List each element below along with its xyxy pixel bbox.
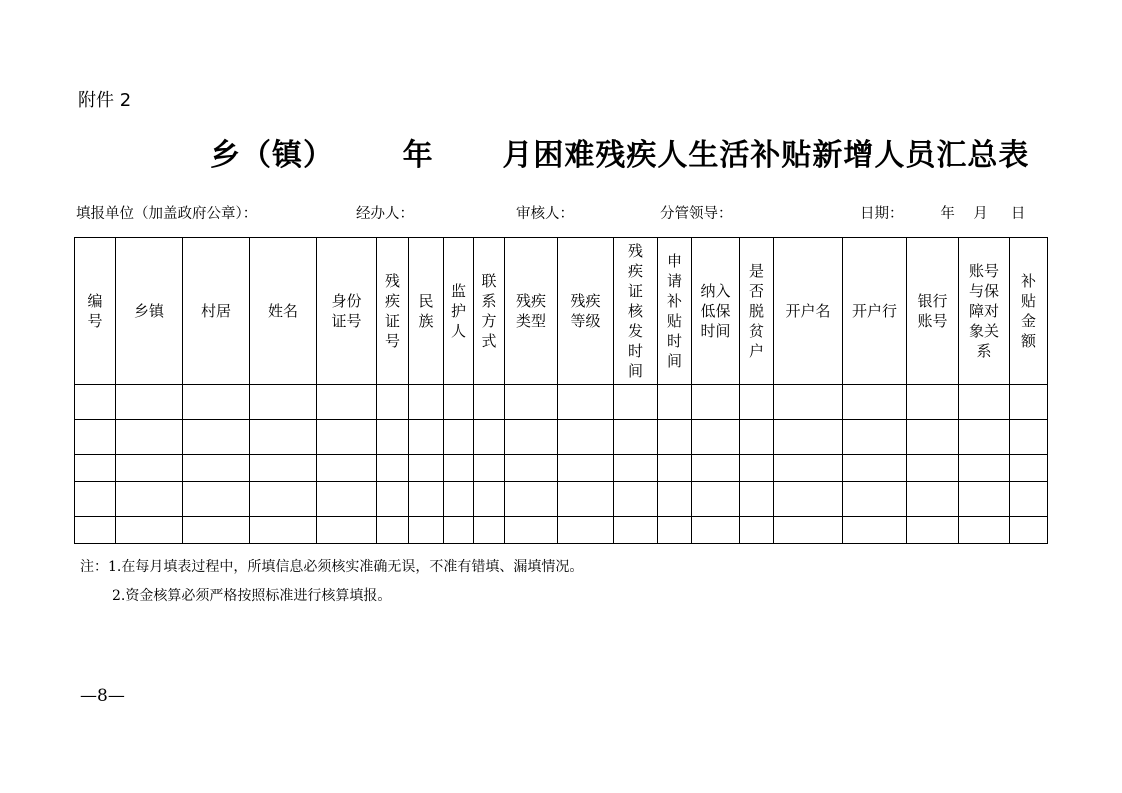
table-cell[interactable]: [250, 517, 317, 544]
table-cell[interactable]: [377, 455, 409, 482]
table-cell[interactable]: [505, 455, 558, 482]
header-cell: 账号与保障对象关系: [959, 238, 1010, 385]
table-cell[interactable]: [250, 420, 317, 455]
table-cell[interactable]: [907, 385, 959, 420]
table-cell[interactable]: [692, 455, 740, 482]
table-cell[interactable]: [1010, 482, 1048, 517]
table-cell[interactable]: [658, 455, 692, 482]
table-cell[interactable]: [75, 482, 116, 517]
header-cell: 纳入低保时间: [692, 238, 740, 385]
table-cell[interactable]: [843, 455, 907, 482]
table-cell[interactable]: [444, 385, 474, 420]
table-cell[interactable]: [907, 517, 959, 544]
table-cell[interactable]: [409, 455, 444, 482]
table-cell[interactable]: [317, 482, 377, 517]
table-cell[interactable]: [505, 420, 558, 455]
table-cell[interactable]: [774, 385, 843, 420]
fill-handler-label: 经办人：: [356, 206, 414, 222]
table-cell[interactable]: [75, 517, 116, 544]
table-cell[interactable]: [614, 482, 658, 517]
table-cell[interactable]: [614, 385, 658, 420]
table-cell[interactable]: [116, 385, 183, 420]
table-cell[interactable]: [183, 517, 250, 544]
header-cell: 残疾等级: [558, 238, 614, 385]
table-cell[interactable]: [183, 455, 250, 482]
table-row: [75, 517, 1048, 544]
table-cell[interactable]: [75, 420, 116, 455]
attachment-label: 附件 2: [78, 90, 132, 111]
table-cell[interactable]: [740, 482, 774, 517]
table-cell[interactable]: [658, 420, 692, 455]
header-cell: 开户行: [843, 238, 907, 385]
table-row: [75, 385, 1048, 420]
table-cell[interactable]: [843, 517, 907, 544]
table-cell[interactable]: [907, 455, 959, 482]
table-cell[interactable]: [474, 385, 505, 420]
table-cell[interactable]: [558, 385, 614, 420]
table-cell[interactable]: [614, 455, 658, 482]
table-cell[interactable]: [250, 385, 317, 420]
table-cell[interactable]: [317, 455, 377, 482]
table-cell[interactable]: [843, 420, 907, 455]
table-cell[interactable]: [692, 420, 740, 455]
table-cell[interactable]: [116, 517, 183, 544]
table-cell[interactable]: [75, 385, 116, 420]
page-number: —8—: [80, 686, 125, 706]
fill-date-label: 日期： 年 月 日: [860, 206, 1026, 222]
table-cell[interactable]: [959, 517, 1010, 544]
table-cell[interactable]: [409, 420, 444, 455]
table-cell[interactable]: [614, 420, 658, 455]
header-cell: 编号: [75, 238, 116, 385]
table-cell[interactable]: [474, 517, 505, 544]
table-cell[interactable]: [907, 482, 959, 517]
page-title: 乡（镇） 年 月困难残疾人生活补贴新增人员汇总表: [210, 138, 1030, 173]
table-cell[interactable]: [843, 482, 907, 517]
table-cell[interactable]: [377, 517, 409, 544]
table-cell[interactable]: [1010, 420, 1048, 455]
table-cell[interactable]: [959, 482, 1010, 517]
table-cell[interactable]: [377, 420, 409, 455]
note-2: 2.资金核算必须严格按照标准进行核算填报。: [112, 588, 392, 604]
table-cell[interactable]: [959, 385, 1010, 420]
fill-unit-label: 填报单位（加盖政府公章）：: [76, 206, 258, 222]
header-cell: 开户名: [774, 238, 843, 385]
table-cell[interactable]: [959, 420, 1010, 455]
table-cell[interactable]: [558, 420, 614, 455]
table-cell[interactable]: [558, 517, 614, 544]
header-cell: 乡镇: [116, 238, 183, 385]
summary-table: [74, 237, 1048, 544]
table-cell[interactable]: [1010, 455, 1048, 482]
header-cell: 残疾证核发时间: [614, 238, 658, 385]
table-cell[interactable]: [740, 517, 774, 544]
table-cell[interactable]: [774, 455, 843, 482]
header-cell: 残疾类型: [505, 238, 558, 385]
table-cell[interactable]: [116, 482, 183, 517]
table-cell[interactable]: [116, 420, 183, 455]
table-cell[interactable]: [774, 482, 843, 517]
fill-reviewer-label: 审核人：: [516, 206, 574, 222]
table-cell[interactable]: [250, 455, 317, 482]
table-cell[interactable]: [505, 385, 558, 420]
table-cell[interactable]: [558, 482, 614, 517]
table-cell[interactable]: [474, 455, 505, 482]
table-cell[interactable]: [692, 517, 740, 544]
table-row: [75, 482, 1048, 517]
table-cell[interactable]: [774, 517, 843, 544]
header-cell: 民族: [409, 238, 444, 385]
table-cell[interactable]: [317, 517, 377, 544]
header-cell: 联系方式: [474, 238, 505, 385]
table-cell[interactable]: [658, 517, 692, 544]
table-cell[interactable]: [1010, 385, 1048, 420]
table-cell[interactable]: [317, 420, 377, 455]
table-cell[interactable]: [116, 455, 183, 482]
table-cell[interactable]: [183, 420, 250, 455]
table-cell[interactable]: [183, 385, 250, 420]
table-cell[interactable]: [614, 517, 658, 544]
table-cell[interactable]: [409, 385, 444, 420]
table-cell[interactable]: [505, 482, 558, 517]
table-cell[interactable]: [692, 385, 740, 420]
table-cell[interactable]: [409, 482, 444, 517]
table-cell[interactable]: [740, 420, 774, 455]
table-cell[interactable]: [959, 455, 1010, 482]
header-cell: 身份证号: [317, 238, 377, 385]
table-cell[interactable]: [907, 420, 959, 455]
header-cell: 残疾证号: [377, 238, 409, 385]
fill-leader-label: 分管领导：: [660, 206, 733, 222]
table-cell[interactable]: [774, 420, 843, 455]
notes-block: [80, 553, 583, 611]
table-cell[interactable]: [444, 482, 474, 517]
table-cell[interactable]: [474, 420, 505, 455]
table-header-row: [75, 238, 1048, 385]
header-cell: 补贴金额: [1010, 238, 1048, 385]
table-cell[interactable]: [183, 482, 250, 517]
table-cell[interactable]: [317, 385, 377, 420]
header-cell: 银行账号: [907, 238, 959, 385]
table-cell[interactable]: [474, 482, 505, 517]
table-cell[interactable]: [409, 517, 444, 544]
table-cell[interactable]: [692, 482, 740, 517]
table-cell[interactable]: [377, 385, 409, 420]
header-cell: 是否脱贫户: [740, 238, 774, 385]
table-cell[interactable]: [505, 517, 558, 544]
table-cell[interactable]: [658, 482, 692, 517]
table-cell[interactable]: [377, 482, 409, 517]
table-cell[interactable]: [740, 385, 774, 420]
table-row: [75, 455, 1048, 482]
table-cell[interactable]: [658, 385, 692, 420]
note-1: 注：1.在每月填表过程中，所填信息必须核实准确无误，不准有错填、漏填情况。: [80, 559, 584, 575]
table-cell[interactable]: [740, 455, 774, 482]
header-cell: 监护人: [444, 238, 474, 385]
header-cell: 姓名: [250, 238, 317, 385]
table-row: [75, 420, 1048, 455]
table-cell[interactable]: [843, 385, 907, 420]
table-cell[interactable]: [444, 420, 474, 455]
header-cell: 村居: [183, 238, 250, 385]
table-cell[interactable]: [250, 482, 317, 517]
table-cell[interactable]: [444, 455, 474, 482]
table-cell[interactable]: [444, 517, 474, 544]
table-cell[interactable]: [75, 455, 116, 482]
table-cell[interactable]: [558, 455, 614, 482]
header-cell: 申请补贴时间: [658, 238, 692, 385]
table-cell[interactable]: [1010, 517, 1048, 544]
